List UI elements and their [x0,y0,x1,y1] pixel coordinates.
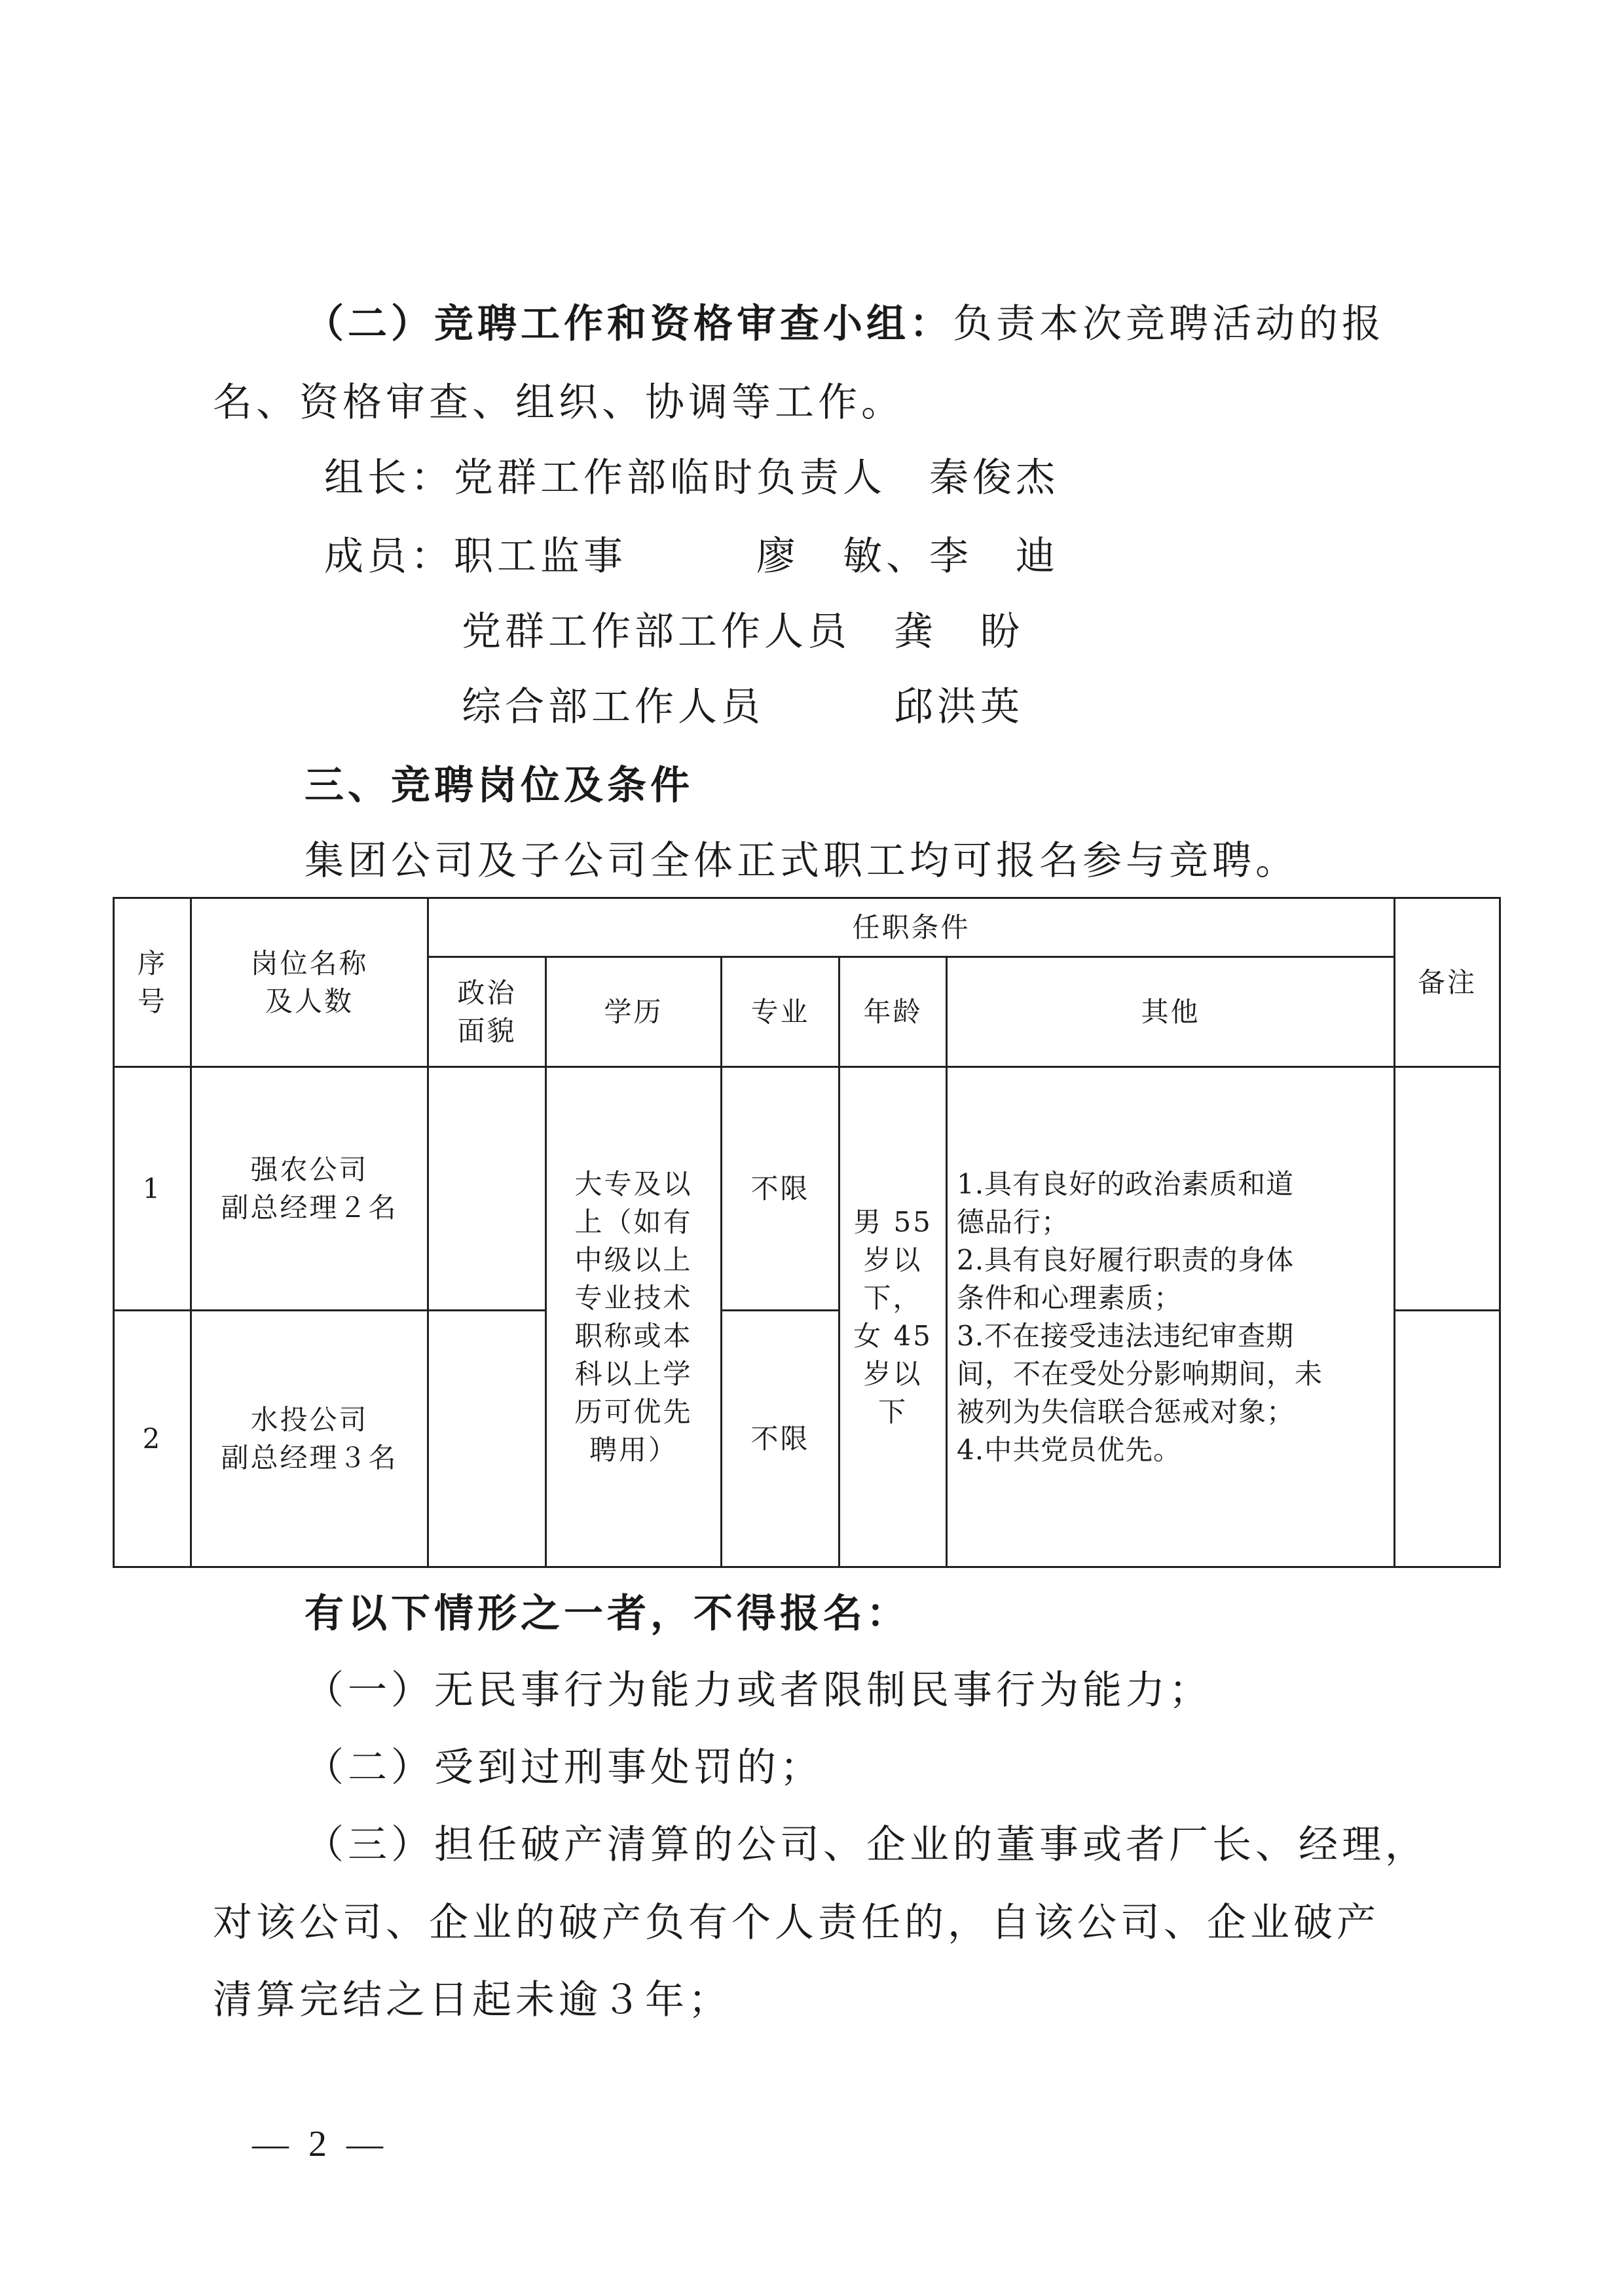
header-major: 专业 [722,957,840,1067]
group-leader: 组长：党群工作部临时负责人 秦俊杰 [324,455,1059,501]
row-post: 强农公司 副总经理２名 [191,1067,428,1311]
cell-education: 大专及以 上（如有 中级以上 专业技术 职称或本 科以上学 历可优先 聘用） [546,1067,722,1567]
section3-heading: 三、竞聘岗位及条件 [304,763,693,809]
requirements-table [113,897,1501,1568]
group-members-1: 成员：职工监事 廖 敏、李 迪 [324,534,1059,579]
row-seq: 2 [114,1311,191,1567]
section2-colon: ： [910,301,953,347]
header-post: 岗位名称 及人数 [191,898,428,1067]
row-remarks [1395,1311,1500,1567]
header-other: 其他 [947,957,1395,1067]
row-remarks [1395,1067,1500,1311]
exclusion-item-1: （一）无民事行为能力或者限制民事行为能力； [304,1667,1212,1713]
header-remarks: 备注 [1395,898,1500,1067]
table-row [114,1067,1500,1311]
row-seq: 1 [114,1067,191,1311]
row-post: 水投公司 副总经理３名 [191,1311,428,1567]
header-political: 政治 面貌 [428,957,546,1067]
cell-age: 男 55 岁以 下， 女 45 岁以 下 [840,1067,947,1567]
section3-intro: 集团公司及子公司全体正式职工均可报名参与竞聘。 [304,838,1299,884]
exclusion-item-2: （二）受到过刑事处罚的； [304,1745,823,1791]
header-row-1 [114,898,1500,957]
row-major: 不限 [722,1067,840,1311]
header-conditions: 任职条件 [428,898,1395,957]
row-major: 不限 [722,1311,840,1567]
row-political [428,1067,546,1311]
page-number: — 2 — [252,2124,388,2164]
group-members-3: 综合部工作人员 邱洪英 [462,684,1024,730]
group-members-2: 党群工作部工作人员 龚 盼 [462,609,1024,655]
header-education: 学历 [546,957,722,1067]
section2-desc-1: 负责本次竞聘活动的报 [953,301,1385,347]
section2-paragraph [304,298,1385,350]
exclusions-heading: 有以下情形之一者，不得报名： [304,1591,910,1637]
header-seq: 序 号 [114,898,191,1067]
exclusion-item-3-line2: 对该公司、企业的破产负有个人责任的，自该公司、企业破产 [213,1900,1380,1946]
exclusion-item-3-line3: 清算完结之日起未逾３年； [213,1977,731,2023]
section2-heading: （二）竞聘工作和资格审查小组 [304,301,910,347]
cell-other: 1.具有良好的政治素质和道 德品行； 2.具有良好履行职责的身体 条件和心理素质； 3.不在接受违法违纪审查期 间，不在受处分影响期间，未 被列为失信联合惩戒对象； 4.中共党员优先。 [947,1067,1395,1567]
row-political [428,1311,546,1567]
exclusion-item-3-line1: （三）担任破产清算的公司、企业的董事或者厂长、经理， [304,1822,1428,1868]
section2-desc-2: 名、资格审查、组织、协调等工作。 [213,380,904,426]
header-age: 年龄 [840,957,947,1067]
